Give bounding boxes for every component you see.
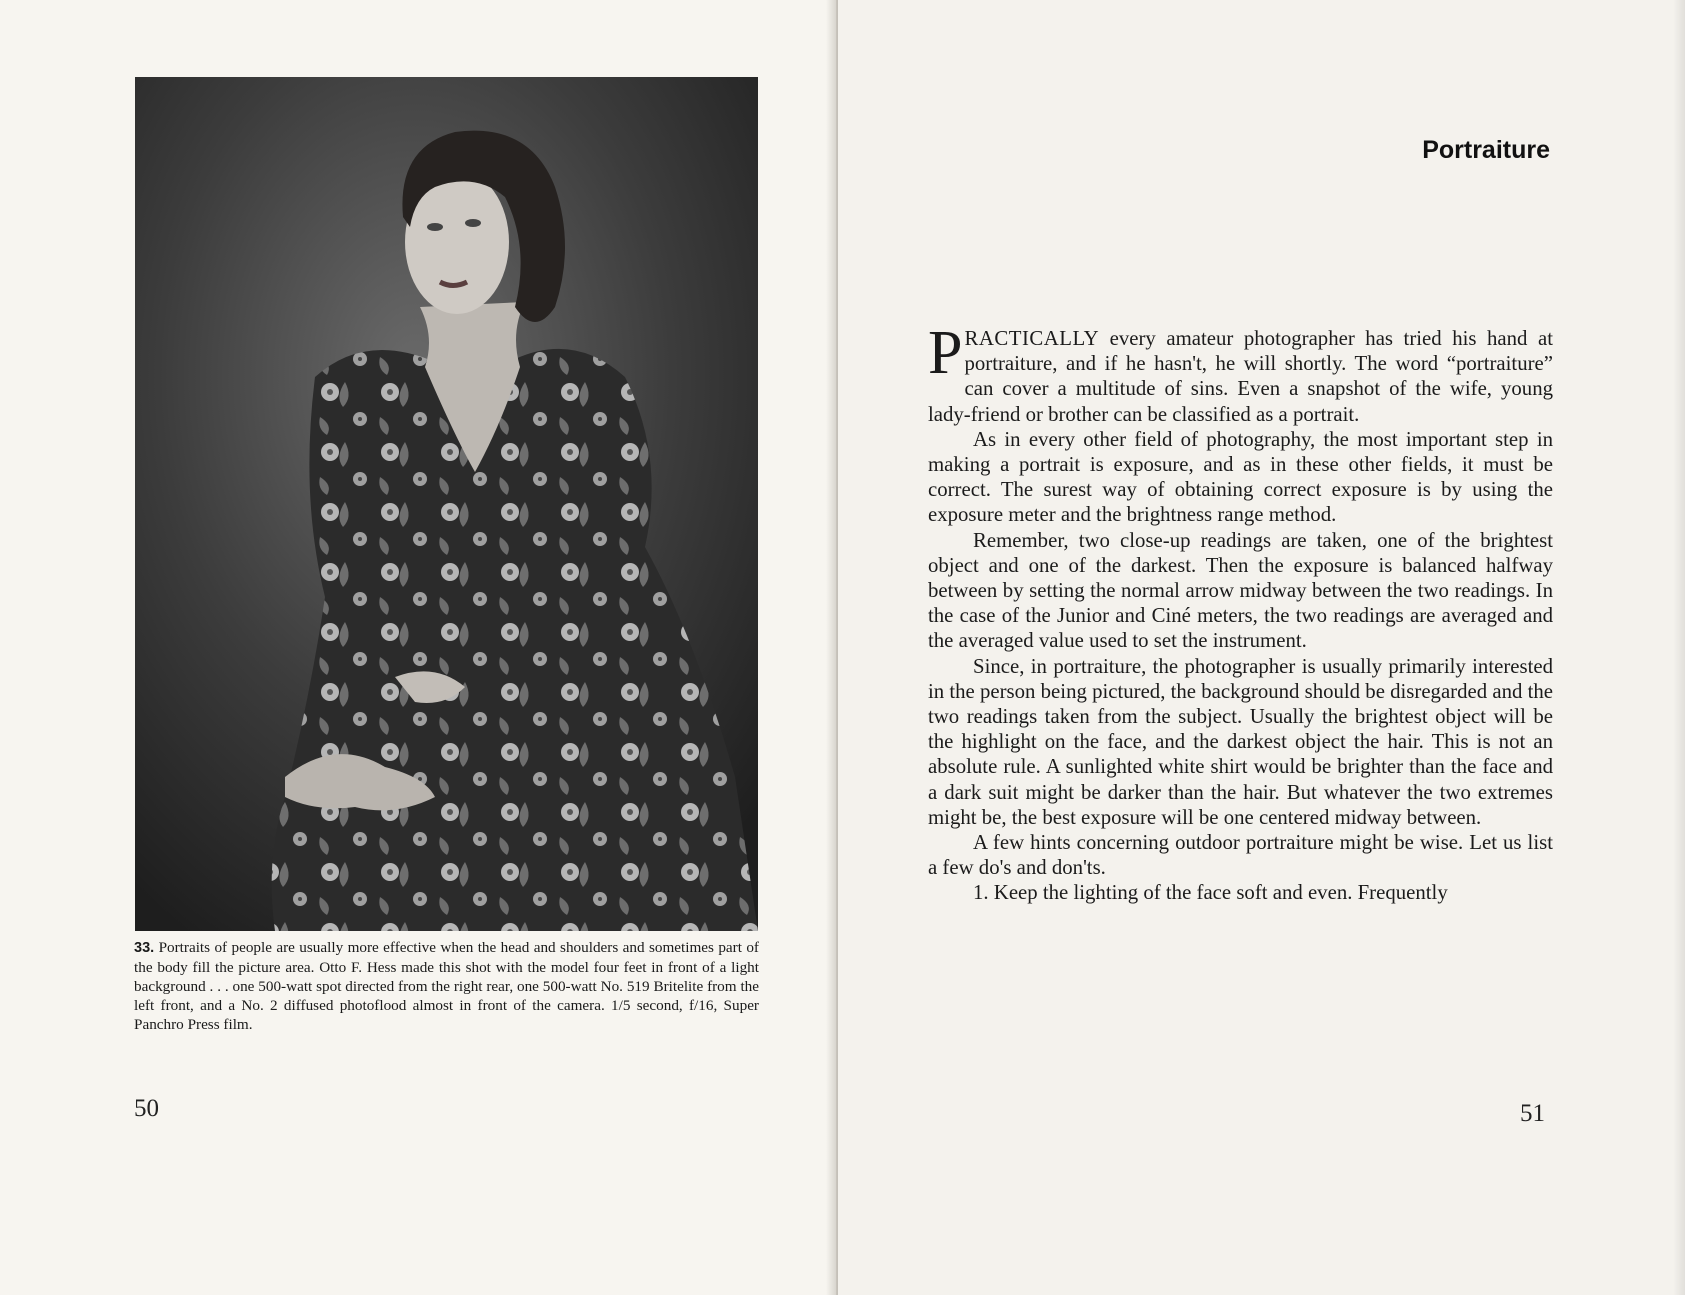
body-text — [928, 319, 1553, 906]
paragraph-1-text: every amateur photographer has tried his hand at portraiture, and if he hasn't, he will shortly. The word “portraiture” can cover a multitude of sins. Even a snapshot of the wife, young lady-friend or brother can be classified as a portrait. — [928, 327, 1553, 426]
page-edge-shadow — [1673, 0, 1685, 1295]
paragraph-1 — [928, 319, 1553, 427]
left-page-number: 50 — [134, 1095, 159, 1122]
chapter-heading: Portraiture — [1422, 136, 1550, 164]
lead-smallcaps: RACTICALLY — [964, 327, 1100, 350]
paragraph-6: 1. Keep the lighting of the face soft and even. Frequently — [973, 881, 1448, 905]
drop-cap: P — [928, 319, 963, 387]
paragraph-2: As in every other field of photography, the most important step in making a portrait is exposure, and as in these other fields, it must be correct. The surest way of obtaining correct exposure is by using the exposure meter and the brightness range method. — [928, 427, 1553, 527]
caption-number: 33. — [134, 940, 155, 956]
photo-caption — [134, 938, 759, 1034]
caption-text: Portraits of people are usually more effective when the head and shoulders and sometimes part of the body fill the picture area. Otto F. Hess made this shot with the model four feet in front of a light background . . . one 500-watt spot directed from the right rear, one 500-watt No. 519 Britelite from the left front, and a No. 2 diffused photoflood almost in front of the camera. 1/5 second, f/16, Super Panchro Press film. — [134, 939, 759, 1033]
paragraph-5: A few hints concerning outdoor portraiture might be wise. Let us list a few do's and don'ts. — [928, 831, 1553, 880]
paragraph-4: Since, in portraiture, the photographer is usually primarily interested in the person being pictured, the background should be disregarded and the two readings taken from the subject. Usually the brightest object will be the highlight on the face, and the darkest object the hair. This is not an absolute rule. A sunlighted white shirt would be brighter than the face and a dark suit might be darker than the hair. But whatever the two extremes might be, the best exposure will be one centered midway between. — [928, 654, 1553, 829]
paragraph-3: Remember, two close-up readings are taken, one of the brightest object and one of the darkest. Then the exposure is balanced halfway between by setting the normal arrow midway between the two readings. In the case of the Junior and Ciné meters, the two readings are averaged and the averaged value used to set the instrument. — [928, 528, 1553, 653]
left-page — [0, 0, 838, 1295]
right-page-number: 51 — [1520, 1100, 1545, 1127]
portrait-photo-illustration — [135, 77, 758, 931]
portrait-photograph — [135, 77, 758, 931]
